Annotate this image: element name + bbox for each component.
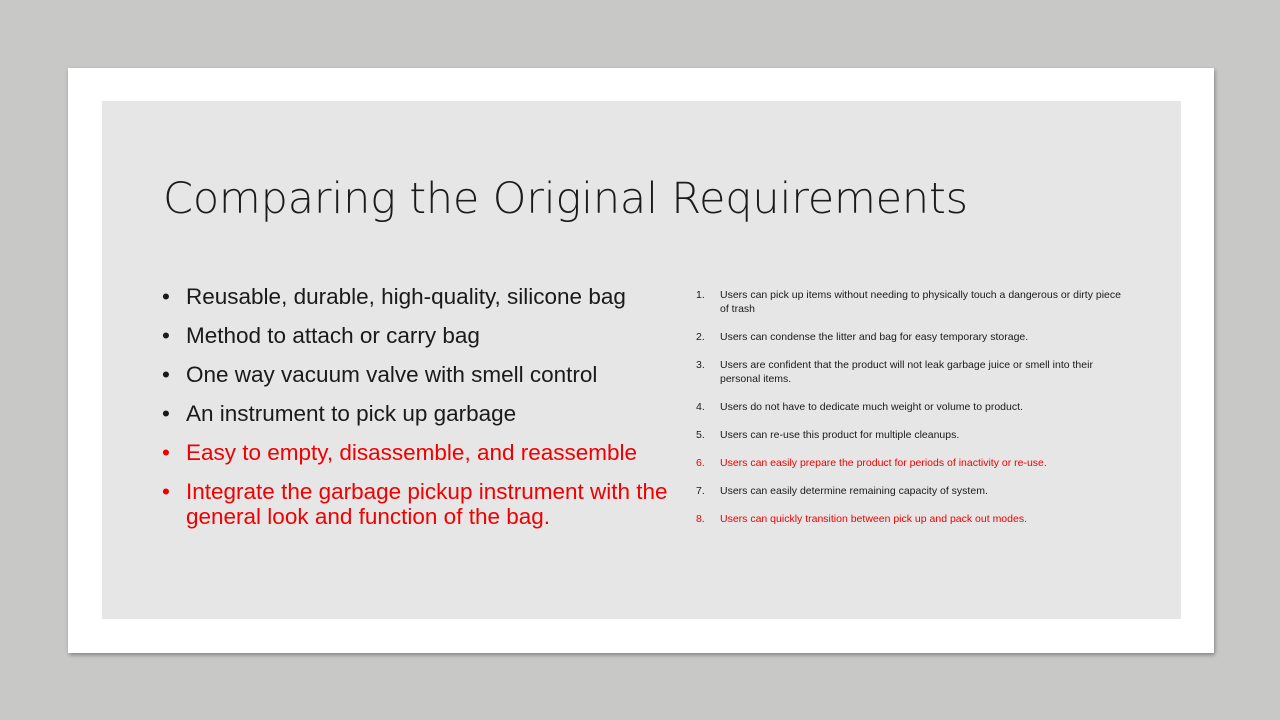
user-need-item [696,456,1126,470]
requirement-bullet-item [162,323,682,348]
user-need-item [696,330,1126,344]
user-need-text: Users do not have to dedicate much weight or volume to product. [720,401,1023,413]
user-need-text: Users can quickly transition between pick up and pack out modes. [720,513,1027,525]
requirement-text: Integrate the garbage pickup instrument with the general look and function of the bag. [186,479,668,529]
bullet-marker: • [162,479,170,504]
user-need-item [696,484,1126,498]
content-panel [102,101,1181,619]
item-number: 4. [696,401,705,413]
item-number: 8. [696,513,705,525]
item-number: 3. [696,359,705,371]
requirement-text: One way vacuum valve with smell control [186,362,598,387]
bullet-marker: • [162,284,170,309]
item-number: 2. [696,331,705,343]
requirement-text: Method to attach or carry bag [186,323,480,348]
bullet-marker: • [162,440,170,465]
requirement-text: An instrument to pick up garbage [186,401,517,426]
bullet-marker: • [162,401,170,426]
user-need-text: Users can pick up items without needing to physically touch a dangerous or dirty piece of trash [720,289,1121,315]
requirement-bullet-item [162,479,682,529]
user-need-text: Users can condense the litter and bag for easy temporary storage. [720,331,1029,343]
item-number: 1. [696,289,705,301]
user-need-item [696,400,1126,414]
requirement-text: Easy to empty, disassemble, and reassemble [186,440,638,465]
bullet-marker: • [162,323,170,348]
user-need-item [696,512,1126,526]
requirements-bullet-list [162,284,682,543]
item-number: 7. [696,485,705,497]
user-need-item [696,428,1126,442]
slide-title: Comparing the Original Requirements [163,174,968,224]
user-need-text: Users are confident that the product will not leak garbage juice or smell into their personal items. [720,359,1093,385]
bullet-marker: • [162,362,170,387]
requirement-bullet-item [162,401,682,426]
user-needs-numbered-list [696,288,1126,540]
slide-frame [68,68,1214,653]
user-need-text: Users can re-use this product for multiple cleanups. [720,429,960,441]
user-need-text: Users can easily determine remaining capacity of system. [720,485,988,497]
requirement-bullet-item [162,440,682,465]
user-need-text: Users can easily prepare the product for periods of inactivity or re-use. [720,457,1047,469]
item-number: 6. [696,457,705,469]
requirement-bullet-item [162,362,682,387]
requirement-bullet-item [162,284,682,309]
requirement-text: Reusable, durable, high-quality, silicone bag [186,284,626,309]
item-number: 5. [696,429,705,441]
user-need-item [696,358,1126,386]
user-need-item [696,288,1126,316]
